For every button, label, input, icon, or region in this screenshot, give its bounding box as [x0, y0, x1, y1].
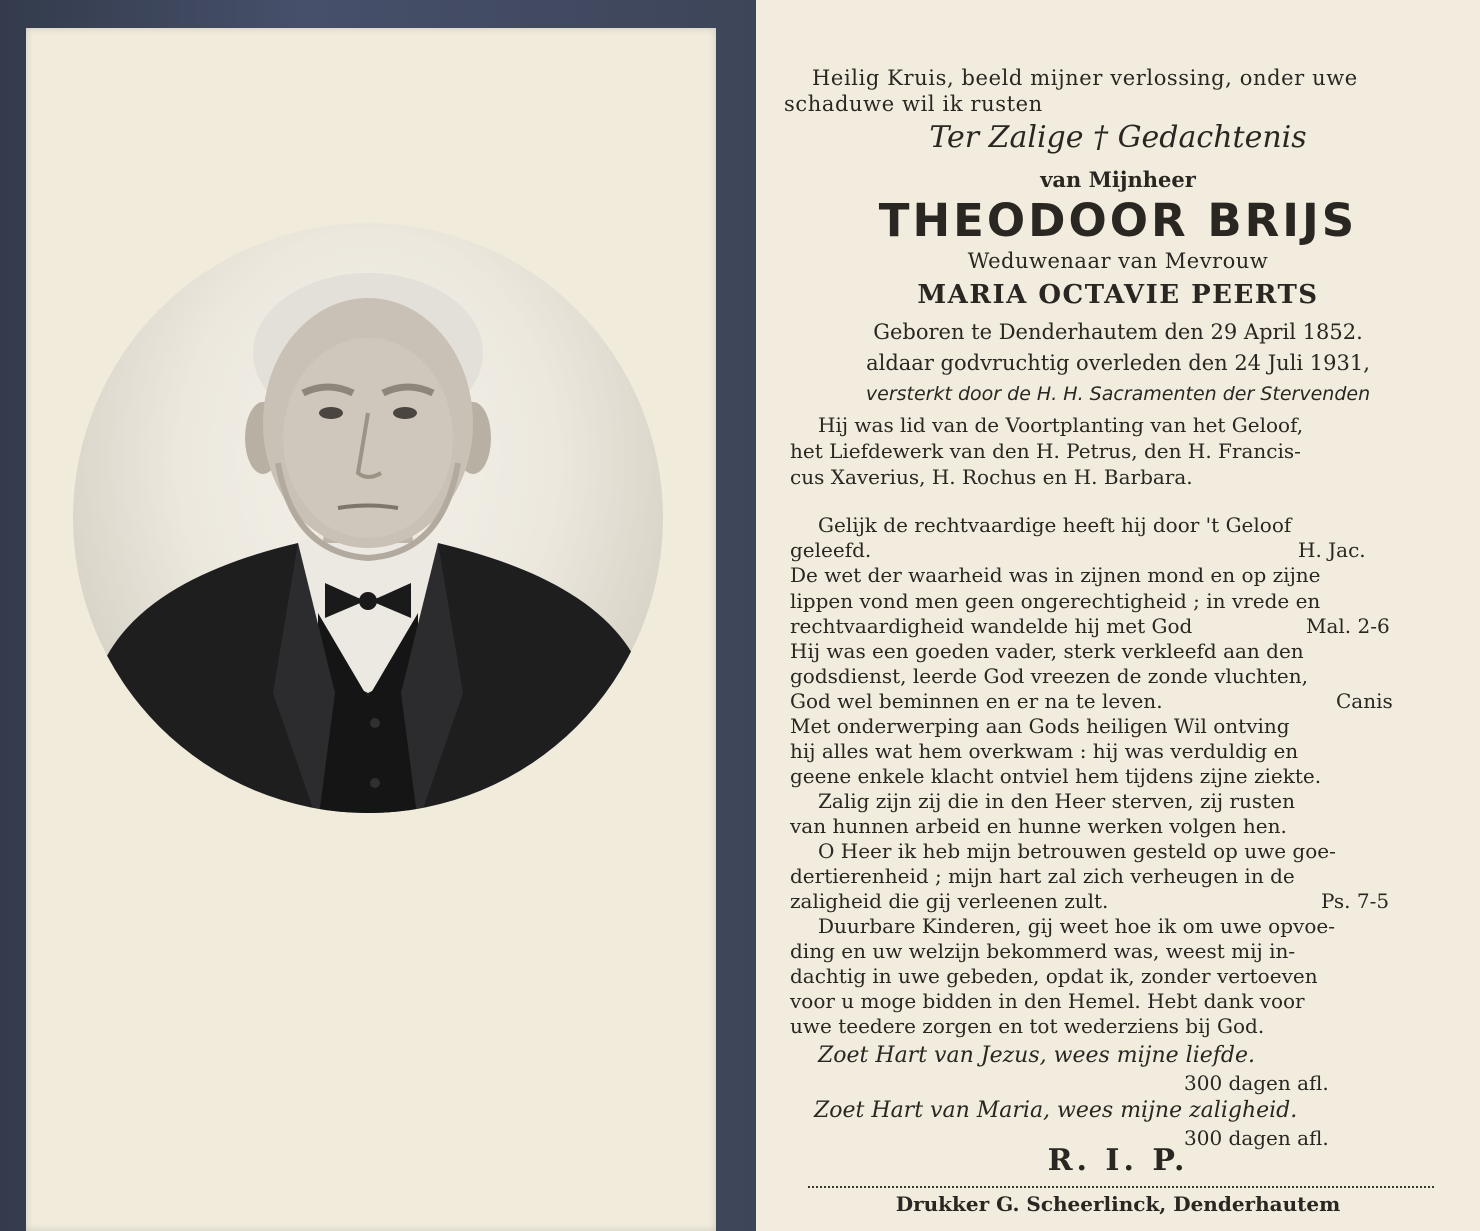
verse-line: godsdienst, leerde God vreezen de zonde vluchten,	[790, 664, 1309, 688]
portrait-photo-icon	[73, 223, 663, 813]
verse-citation: Canis	[1336, 689, 1393, 713]
verse-line: voor u moge bidden in den Hemel. Hebt dank voor	[790, 989, 1305, 1013]
verse-line: zaligheid die gij verleenen zult.	[790, 889, 1109, 913]
footer-divider	[808, 1186, 1434, 1188]
spouse-intro: Weduwenaar van Mevrouw	[967, 249, 1269, 273]
verse-line: hij alles wat hem overkwam : hij was verduldig en	[790, 739, 1299, 763]
verse-line: Duurbare Kinderen, gij weet hoe ik om uwe opvoe-	[818, 914, 1335, 938]
deceased-name: THEODOOR BRIJS	[878, 194, 1358, 247]
verse-line: geleefd.	[790, 538, 872, 562]
birth-line: Geboren te Denderhautem den 29 April 1852.	[873, 320, 1363, 344]
indulgence-1: 300 dagen afl.	[1184, 1071, 1329, 1095]
verse-line: geene enkele klacht ontviel hem tijdens zijne ziekte.	[790, 764, 1322, 788]
verse-line: God wel beminnen en er na te leven.	[790, 689, 1163, 713]
verse-line: Zalig zijn zij die in den Heer sterven, zij rusten	[818, 789, 1295, 813]
verse-citation: Mal. 2-6	[1306, 614, 1390, 638]
verse-line: dachtig in uwe gebeden, opdat ik, zonder vertoeven	[790, 964, 1318, 988]
prayer-sacred-heart-jesus: Zoet Hart van Jezus, wees mijne liefde.	[818, 1043, 1256, 1068]
verse-line: Met onderwerping aan Gods heiligen Wil ontving	[790, 714, 1290, 738]
photo-card	[26, 28, 716, 1231]
verse-line: uwe teedere zorgen en tot wederziens bij God.	[790, 1014, 1265, 1038]
text-panel	[756, 0, 1480, 1231]
spouse-name: MARIA OCTAVIE PEERTS	[917, 280, 1319, 310]
verse-line: dertierenheid ; mijn hart zal zich verheugen in de	[790, 864, 1295, 888]
portrait-photo	[73, 223, 663, 813]
membership-line-2: het Liefdewerk van den H. Petrus, den H. Francis-	[790, 439, 1301, 463]
header-line-1: Heilig Kruis, beeld mijner verlossing, onder uwe	[812, 66, 1358, 90]
membership-line-1: Hij was lid van de Voortplanting van het Geloof,	[818, 413, 1304, 437]
indulgence-2: 300 dagen afl.	[1184, 1126, 1329, 1150]
sacraments-line: versterkt door de H. H. Sacramenten der Stervenden	[865, 383, 1371, 405]
verse-line: van hunnen arbeid en hunne werken volgen hen.	[790, 814, 1287, 838]
header-line-2: schaduwe wil ik rusten	[784, 92, 1043, 116]
memorial-title: Ter Zalige † Gedachtenis	[929, 120, 1307, 155]
verse-line: rechtvaardigheid wandelde hij met God	[790, 614, 1193, 638]
death-line: aldaar godvruchtig overleden den 24 Juli 1931,	[866, 351, 1370, 375]
rip-text: R. I. P.	[1047, 1143, 1189, 1178]
verse-line: Hij was een goeden vader, sterk verkleefd aan den	[790, 639, 1304, 663]
verse-line: ding en uw welzijn bekommerd was, weest mij in-	[790, 939, 1296, 963]
printer-credit: Drukker G. Scheerlinck, Denderhautem	[895, 1192, 1341, 1216]
membership-line-3: cus Xaverius, H. Rochus en H. Barbara.	[790, 465, 1193, 489]
prayer-sacred-heart-mary: Zoet Hart van Maria, wees mijne zaligheid.	[814, 1098, 1298, 1123]
verse-line: O Heer ik heb mijn betrouwen gesteld op uwe goe-	[818, 839, 1336, 863]
verse-line: Gelijk de rechtvaardige heeft hij door 't Geloof	[818, 513, 1292, 537]
honorific: van Mijnheer	[1040, 167, 1196, 192]
verse-citation: H. Jac.	[1298, 538, 1366, 562]
verse-citation: Ps. 7-5	[1321, 889, 1390, 913]
verse-line: lippen vond men geen ongerechtigheid ; in vrede en	[790, 589, 1321, 613]
verse-line: De wet der waarheid was in zijnen mond en op zijne	[790, 563, 1321, 587]
